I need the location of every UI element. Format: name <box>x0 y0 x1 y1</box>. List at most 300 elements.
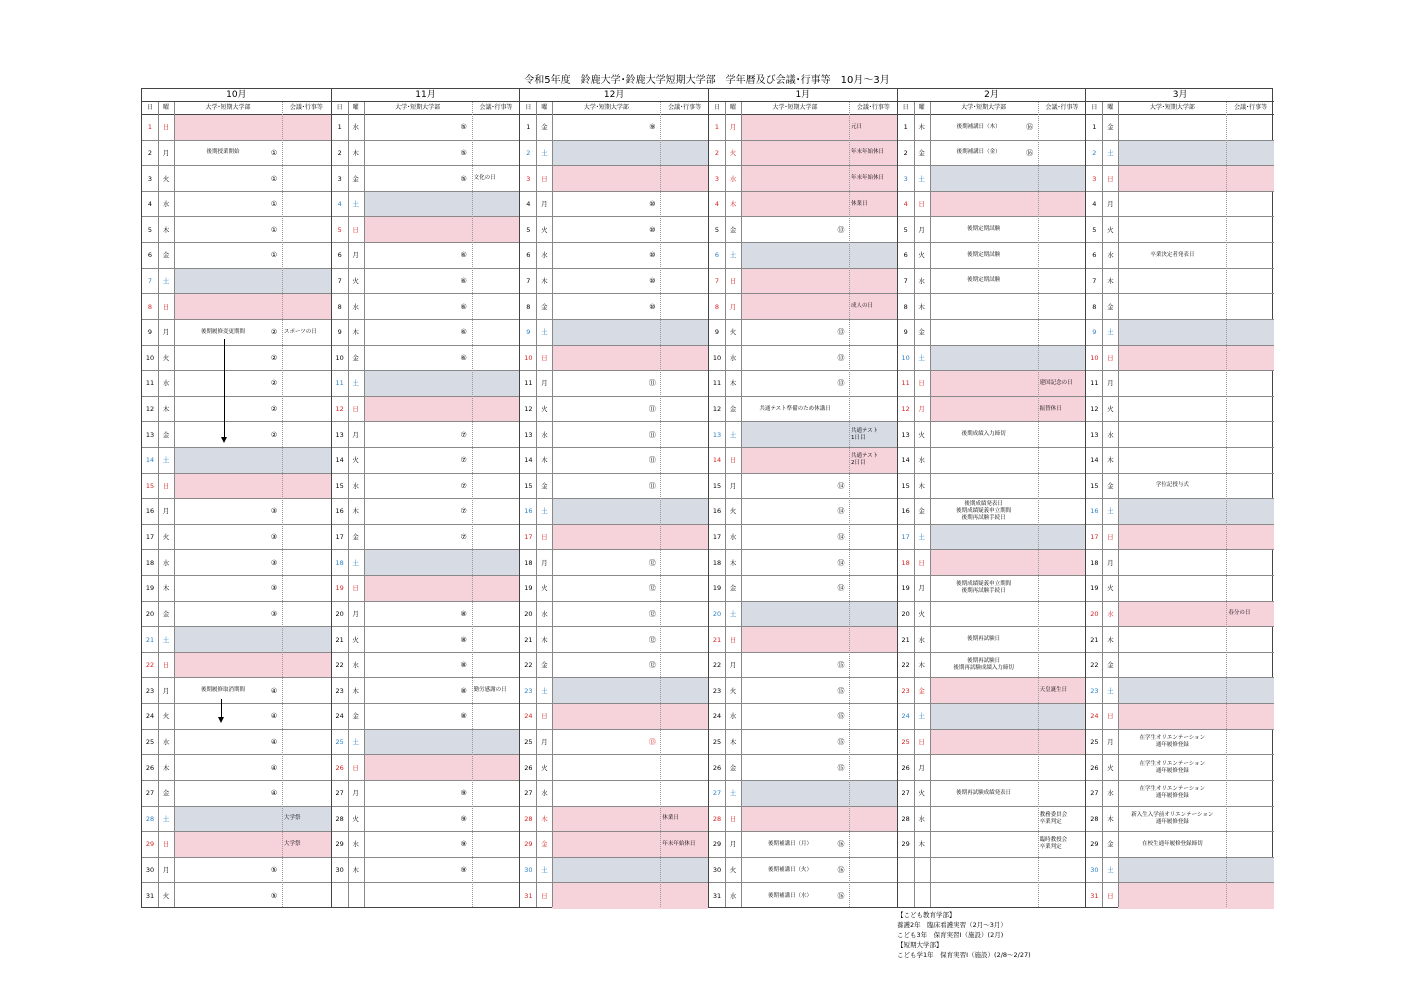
univ-event <box>743 781 847 806</box>
meeting-event <box>472 422 521 447</box>
header-univ: 大学･短期大学部 <box>961 104 1007 111</box>
header-day: 日 <box>146 104 153 111</box>
univ-event <box>176 166 270 191</box>
univ-event <box>743 243 847 268</box>
day-number: 10 <box>901 353 910 362</box>
class-number: ⑨ <box>460 789 467 798</box>
day-number: 6 <box>714 251 720 260</box>
class-number <box>1212 653 1224 678</box>
meeting-event <box>849 858 898 883</box>
day-number: 13 <box>335 430 344 439</box>
day-of-week: 土 <box>352 558 359 567</box>
day-row <box>142 525 331 551</box>
day-row <box>709 269 897 295</box>
day-number: 5 <box>1092 225 1097 234</box>
day-row <box>709 678 897 704</box>
meeting-event: 共通テスト 1日目 <box>851 427 879 441</box>
day-of-week: 火 <box>541 763 548 772</box>
class-number: ⑨ <box>460 814 467 823</box>
day-row <box>898 525 1086 551</box>
univ-event <box>554 730 648 755</box>
day-number: 9 <box>147 328 153 337</box>
meeting-event <box>282 678 331 703</box>
day-row <box>332 166 520 192</box>
header-meeting: 会議･行事等 <box>289 104 323 111</box>
day-number: 30 <box>712 866 722 875</box>
meeting-event <box>282 474 331 499</box>
univ-event <box>554 525 658 550</box>
day-row <box>142 832 331 858</box>
class-number <box>1212 474 1224 499</box>
meeting-event <box>1038 627 1087 652</box>
day-number: 8 <box>147 302 153 311</box>
month-header: 3月 <box>1086 89 1274 102</box>
day-row <box>1086 448 1274 474</box>
day-row <box>709 602 897 628</box>
day-of-week: 金 <box>729 763 737 772</box>
grid-line <box>1226 102 1227 907</box>
day-number: 30 <box>524 866 533 875</box>
day-row <box>520 781 708 807</box>
univ-event <box>932 755 1036 780</box>
day-number: 21 <box>1090 635 1099 644</box>
meeting-event <box>472 448 521 473</box>
meeting-event <box>472 781 521 806</box>
day-row <box>1086 755 1274 781</box>
day-number: 27 <box>712 789 722 798</box>
univ-event <box>366 807 460 832</box>
univ-event <box>1120 499 1224 524</box>
class-number <box>1024 499 1036 524</box>
day-row <box>709 832 897 858</box>
day-number: 28 <box>335 814 344 823</box>
day-row <box>898 474 1086 500</box>
day-of-week: 水 <box>162 558 170 567</box>
day-of-week: 木 <box>1107 456 1114 465</box>
day-row <box>520 883 708 909</box>
meeting-event <box>849 371 898 396</box>
meeting-event <box>282 627 331 652</box>
day-number: 16 <box>524 507 533 516</box>
univ-event <box>176 346 270 371</box>
univ-event <box>1120 141 1224 166</box>
day-row <box>520 422 708 448</box>
day-of-week <box>914 858 930 883</box>
day-of-week: 木 <box>1107 276 1114 285</box>
day-of-week: 日 <box>1107 892 1114 901</box>
day-of-week: 木 <box>162 225 170 234</box>
day-row <box>142 678 331 704</box>
grid-line <box>1118 102 1119 907</box>
univ-event <box>1120 294 1224 319</box>
day-row <box>709 730 897 756</box>
univ-event: 後期補講日（火） <box>767 866 812 873</box>
meeting-event <box>1038 576 1087 601</box>
day-row <box>898 422 1086 448</box>
day-number: 20 <box>524 609 533 618</box>
day-number: 25 <box>145 738 155 746</box>
header-day: 日 <box>902 104 909 111</box>
day-of-week: 金 <box>918 328 925 337</box>
day-of-week: 月 <box>729 302 737 311</box>
day-number: 9 <box>903 328 908 337</box>
day-number: 26 <box>145 763 155 772</box>
day-number: 17 <box>901 533 910 542</box>
class-number <box>1024 448 1036 473</box>
class-number: ⑮ <box>837 738 845 746</box>
column-headers <box>1086 102 1274 115</box>
day-of-week: 木 <box>162 584 170 593</box>
day-row <box>142 269 331 295</box>
day-row <box>332 807 520 833</box>
day-row <box>520 602 708 628</box>
univ-event <box>554 217 648 242</box>
univ-event <box>554 602 648 627</box>
day-number: 22 <box>524 661 533 670</box>
header-univ: 大学･短期大学部 <box>583 104 629 111</box>
day-of-week: 金 <box>541 123 548 132</box>
univ-event <box>1120 704 1224 729</box>
day-of-week: 金 <box>541 661 548 670</box>
day-number: 25 <box>1090 738 1099 746</box>
day-row <box>332 115 520 141</box>
day-number: 12 <box>335 405 344 414</box>
day-number: 31 <box>1090 892 1099 901</box>
day-of-week: 土 <box>1107 328 1114 337</box>
day-of-week: 土 <box>1107 148 1114 157</box>
meeting-event <box>282 166 331 191</box>
class-number <box>458 576 470 601</box>
meeting-event <box>849 755 898 780</box>
univ-event <box>366 294 460 319</box>
class-number: ⑧ <box>460 661 467 670</box>
day-number: 28 <box>524 814 533 823</box>
note-line: 養護2年 臨床看護実習（2月～3月） <box>897 921 1007 929</box>
day-number: 15 <box>335 481 344 490</box>
day-of-week: 水 <box>541 609 548 618</box>
day-of-week: 水 <box>541 430 548 439</box>
day-row <box>709 294 897 320</box>
day-number: 3 <box>526 174 531 183</box>
meeting-event <box>1038 217 1087 242</box>
day-of-week: 火 <box>918 609 925 618</box>
day-number: 27 <box>524 789 533 798</box>
day-of-week: 水 <box>352 481 359 490</box>
meeting-event <box>1226 550 1275 575</box>
day-number: 17 <box>524 533 533 542</box>
class-number: ⑭ <box>837 481 845 490</box>
day-row <box>1086 166 1274 192</box>
month-column <box>519 89 708 907</box>
univ-event <box>554 166 658 191</box>
day-number: 16 <box>335 507 344 516</box>
class-number: ② <box>270 405 278 414</box>
class-number <box>1024 166 1036 191</box>
day-of-week: 月 <box>541 379 548 388</box>
class-number: ⑪ <box>648 430 656 439</box>
day-row <box>142 883 331 909</box>
univ-event <box>366 346 460 371</box>
meeting-event <box>849 883 898 909</box>
meeting-event <box>660 858 709 883</box>
univ-event <box>743 602 847 627</box>
meeting-event <box>1226 678 1275 703</box>
note-line: こども3年 保育実習Ⅰ（施設）(2月) <box>897 931 1004 939</box>
day-of-week: 木 <box>352 686 359 695</box>
day-row <box>142 115 331 141</box>
day-row <box>898 115 1086 141</box>
day-row <box>332 192 520 218</box>
meeting-event <box>660 448 709 473</box>
meeting-event <box>1226 474 1275 499</box>
class-number <box>835 627 847 652</box>
univ-event <box>1120 576 1224 601</box>
univ-event <box>366 269 460 294</box>
meeting-event <box>1226 192 1275 217</box>
day-of-week: 土 <box>1107 507 1114 516</box>
class-number: ⑮ <box>837 763 845 772</box>
meeting-event <box>660 576 709 601</box>
column-headers <box>898 102 1086 115</box>
univ-event <box>743 217 837 242</box>
day-row <box>898 141 1086 167</box>
class-number <box>1024 371 1036 396</box>
meeting-event <box>472 525 521 550</box>
day-number: 13 <box>1090 430 1099 439</box>
class-number <box>1024 397 1036 422</box>
day-number: 14 <box>524 456 533 465</box>
day-of-week: 土 <box>918 712 925 721</box>
grid-line <box>364 102 365 907</box>
univ-event <box>176 832 280 857</box>
meeting-event <box>849 730 898 755</box>
univ-event <box>366 704 460 729</box>
day-row <box>520 243 708 269</box>
day-of-week: 日 <box>541 353 548 362</box>
day-of-week: 日 <box>729 814 737 823</box>
day-number: 18 <box>524 558 533 567</box>
day-of-week: 金 <box>352 712 359 721</box>
grid-line <box>849 102 850 907</box>
day-of-week: 月 <box>729 481 737 490</box>
grid-line <box>741 102 742 907</box>
univ-event <box>366 576 470 601</box>
class-number <box>1212 550 1224 575</box>
univ-event <box>176 217 270 242</box>
day-of-week: 日 <box>1107 712 1114 721</box>
day-row <box>898 807 1086 833</box>
day-row <box>142 499 331 525</box>
univ-event <box>743 627 847 652</box>
class-number: ⑬ <box>837 225 845 234</box>
univ-event <box>743 141 847 166</box>
univ-event: 在学生オリエンテーション 通年履修登録 <box>1139 786 1206 800</box>
univ-event <box>743 166 847 191</box>
meeting-event <box>472 730 521 755</box>
day-row <box>1086 678 1274 704</box>
day-row <box>709 448 897 474</box>
day-number: 5 <box>526 225 531 234</box>
meeting-event <box>1226 755 1275 780</box>
univ-event <box>743 269 847 294</box>
day-number: 2 <box>714 148 720 157</box>
day-number: 23 <box>524 686 533 695</box>
meeting-event: 教務委員会 卒業判定 <box>1039 811 1068 825</box>
univ-event: 在学生オリエンテーション 通年履修登録 <box>1139 735 1206 748</box>
day-number: 13 <box>712 430 722 439</box>
day-number: 30 <box>145 866 155 875</box>
univ-event <box>1120 550 1224 575</box>
day-of-week: 水 <box>352 840 359 849</box>
meeting-event: 振替休日 <box>1039 405 1062 412</box>
day-number: 20 <box>335 609 344 618</box>
class-number <box>1024 243 1036 268</box>
class-number: ⑫ <box>648 635 656 644</box>
day-number: 2 <box>337 148 342 157</box>
univ-event <box>176 397 270 422</box>
meeting-event <box>1038 883 1087 909</box>
day-number: 8 <box>714 302 720 311</box>
day-row <box>520 550 708 576</box>
meeting-event <box>282 755 331 780</box>
class-number <box>1212 807 1224 832</box>
day-row <box>1086 704 1274 730</box>
month-header: 11月 <box>332 89 520 102</box>
column-headers <box>332 102 520 115</box>
univ-event <box>366 755 470 780</box>
meeting-event <box>1038 781 1087 806</box>
class-number <box>1212 627 1224 652</box>
day-of-week: 日 <box>162 123 170 132</box>
header-day: 日 <box>1091 104 1098 111</box>
univ-event <box>743 371 837 396</box>
page-title: 令和5年度 鈴鹿大学･鈴鹿大学短期大学部 学年暦及び会議･行事等 10月～3月 <box>524 75 890 86</box>
class-number <box>1212 858 1224 883</box>
class-number <box>1024 474 1036 499</box>
meeting-event <box>660 371 709 396</box>
univ-event <box>366 653 460 678</box>
day-row <box>520 704 708 730</box>
univ-event <box>932 883 1036 909</box>
day-row <box>142 730 331 756</box>
meeting-event <box>849 269 898 294</box>
day-of-week: 水 <box>918 276 925 285</box>
day-number: 20 <box>712 609 722 618</box>
day-row <box>142 858 331 884</box>
day-of-week: 日 <box>729 276 737 285</box>
day-of-week: 金 <box>918 507 925 516</box>
class-number: ⑧ <box>460 686 467 695</box>
univ-event <box>1120 192 1224 217</box>
meeting-event <box>1226 294 1275 319</box>
meeting-event <box>282 499 331 524</box>
meeting-event <box>472 141 521 166</box>
univ-event <box>743 320 837 345</box>
day-row <box>520 115 708 141</box>
column-headers <box>520 102 708 115</box>
univ-event: 在学生オリエンテーション 通年履修登録 <box>1139 760 1206 774</box>
meeting-event <box>849 346 898 371</box>
meeting-event <box>849 525 898 550</box>
class-number <box>1212 371 1224 396</box>
meeting-event <box>282 858 331 883</box>
class-number: ⑭ <box>837 558 845 567</box>
class-number: ⑬ <box>837 379 845 388</box>
meeting-event <box>282 269 331 294</box>
meeting-event <box>1226 422 1275 447</box>
univ-event <box>743 755 837 780</box>
day-row <box>709 243 897 269</box>
day-of-week: 火 <box>729 686 737 695</box>
day-of-week: 木 <box>541 814 548 823</box>
univ-event <box>1120 397 1224 422</box>
day-row <box>709 192 897 218</box>
day-number: 19 <box>901 584 910 593</box>
meeting-event <box>660 627 709 652</box>
meeting-event <box>660 115 709 140</box>
day-of-week: 月 <box>729 661 737 670</box>
meeting-event: スポーツの日 <box>284 328 317 335</box>
meeting-event <box>1038 320 1087 345</box>
univ-event <box>1120 883 1224 909</box>
day-number: 6 <box>526 251 531 260</box>
univ-event <box>554 397 648 422</box>
meeting-event: 勤労感謝の日 <box>473 687 507 694</box>
meeting-event <box>660 474 709 499</box>
day-row <box>332 858 520 884</box>
meeting-event <box>1038 602 1087 627</box>
univ-event <box>176 269 280 294</box>
day-of-week: 日 <box>1107 353 1114 362</box>
day-row <box>520 371 708 397</box>
day-of-week: 月 <box>1107 738 1114 746</box>
univ-event: 学位記授与式 <box>1155 482 1189 489</box>
class-number <box>646 781 658 806</box>
day-of-week: 水 <box>918 814 925 823</box>
univ-event <box>366 602 460 627</box>
class-number <box>1212 730 1224 755</box>
meeting-event <box>282 704 331 729</box>
class-number <box>835 781 847 806</box>
class-number: ③ <box>270 609 278 618</box>
day-row <box>520 448 708 474</box>
day-row <box>898 346 1086 372</box>
meeting-event: 文化の日 <box>473 175 496 182</box>
class-number <box>1024 730 1036 755</box>
class-number <box>646 807 658 832</box>
class-number: ⑥ <box>460 251 467 260</box>
meeting-event <box>472 807 521 832</box>
day-row <box>709 422 897 448</box>
univ-event <box>554 448 648 473</box>
day-number: 26 <box>335 763 344 772</box>
day-row <box>520 141 708 167</box>
meeting-event <box>1226 448 1275 473</box>
class-number: ⑤ <box>460 123 467 132</box>
day-row <box>1086 269 1274 295</box>
meeting-event: 天皇誕生日 <box>1039 687 1068 694</box>
univ-event <box>176 807 280 832</box>
class-number: ⑤ <box>460 148 467 157</box>
day-of-week: 火 <box>162 892 170 901</box>
day-row <box>142 653 331 679</box>
meeting-event: 元日 <box>851 123 863 130</box>
meeting-event <box>1038 243 1087 268</box>
day-of-week: 月 <box>729 123 737 132</box>
class-number: ④ <box>270 738 278 746</box>
univ-event: 後期履修取消期間 <box>200 687 245 694</box>
day-of-week: 土 <box>729 430 737 439</box>
